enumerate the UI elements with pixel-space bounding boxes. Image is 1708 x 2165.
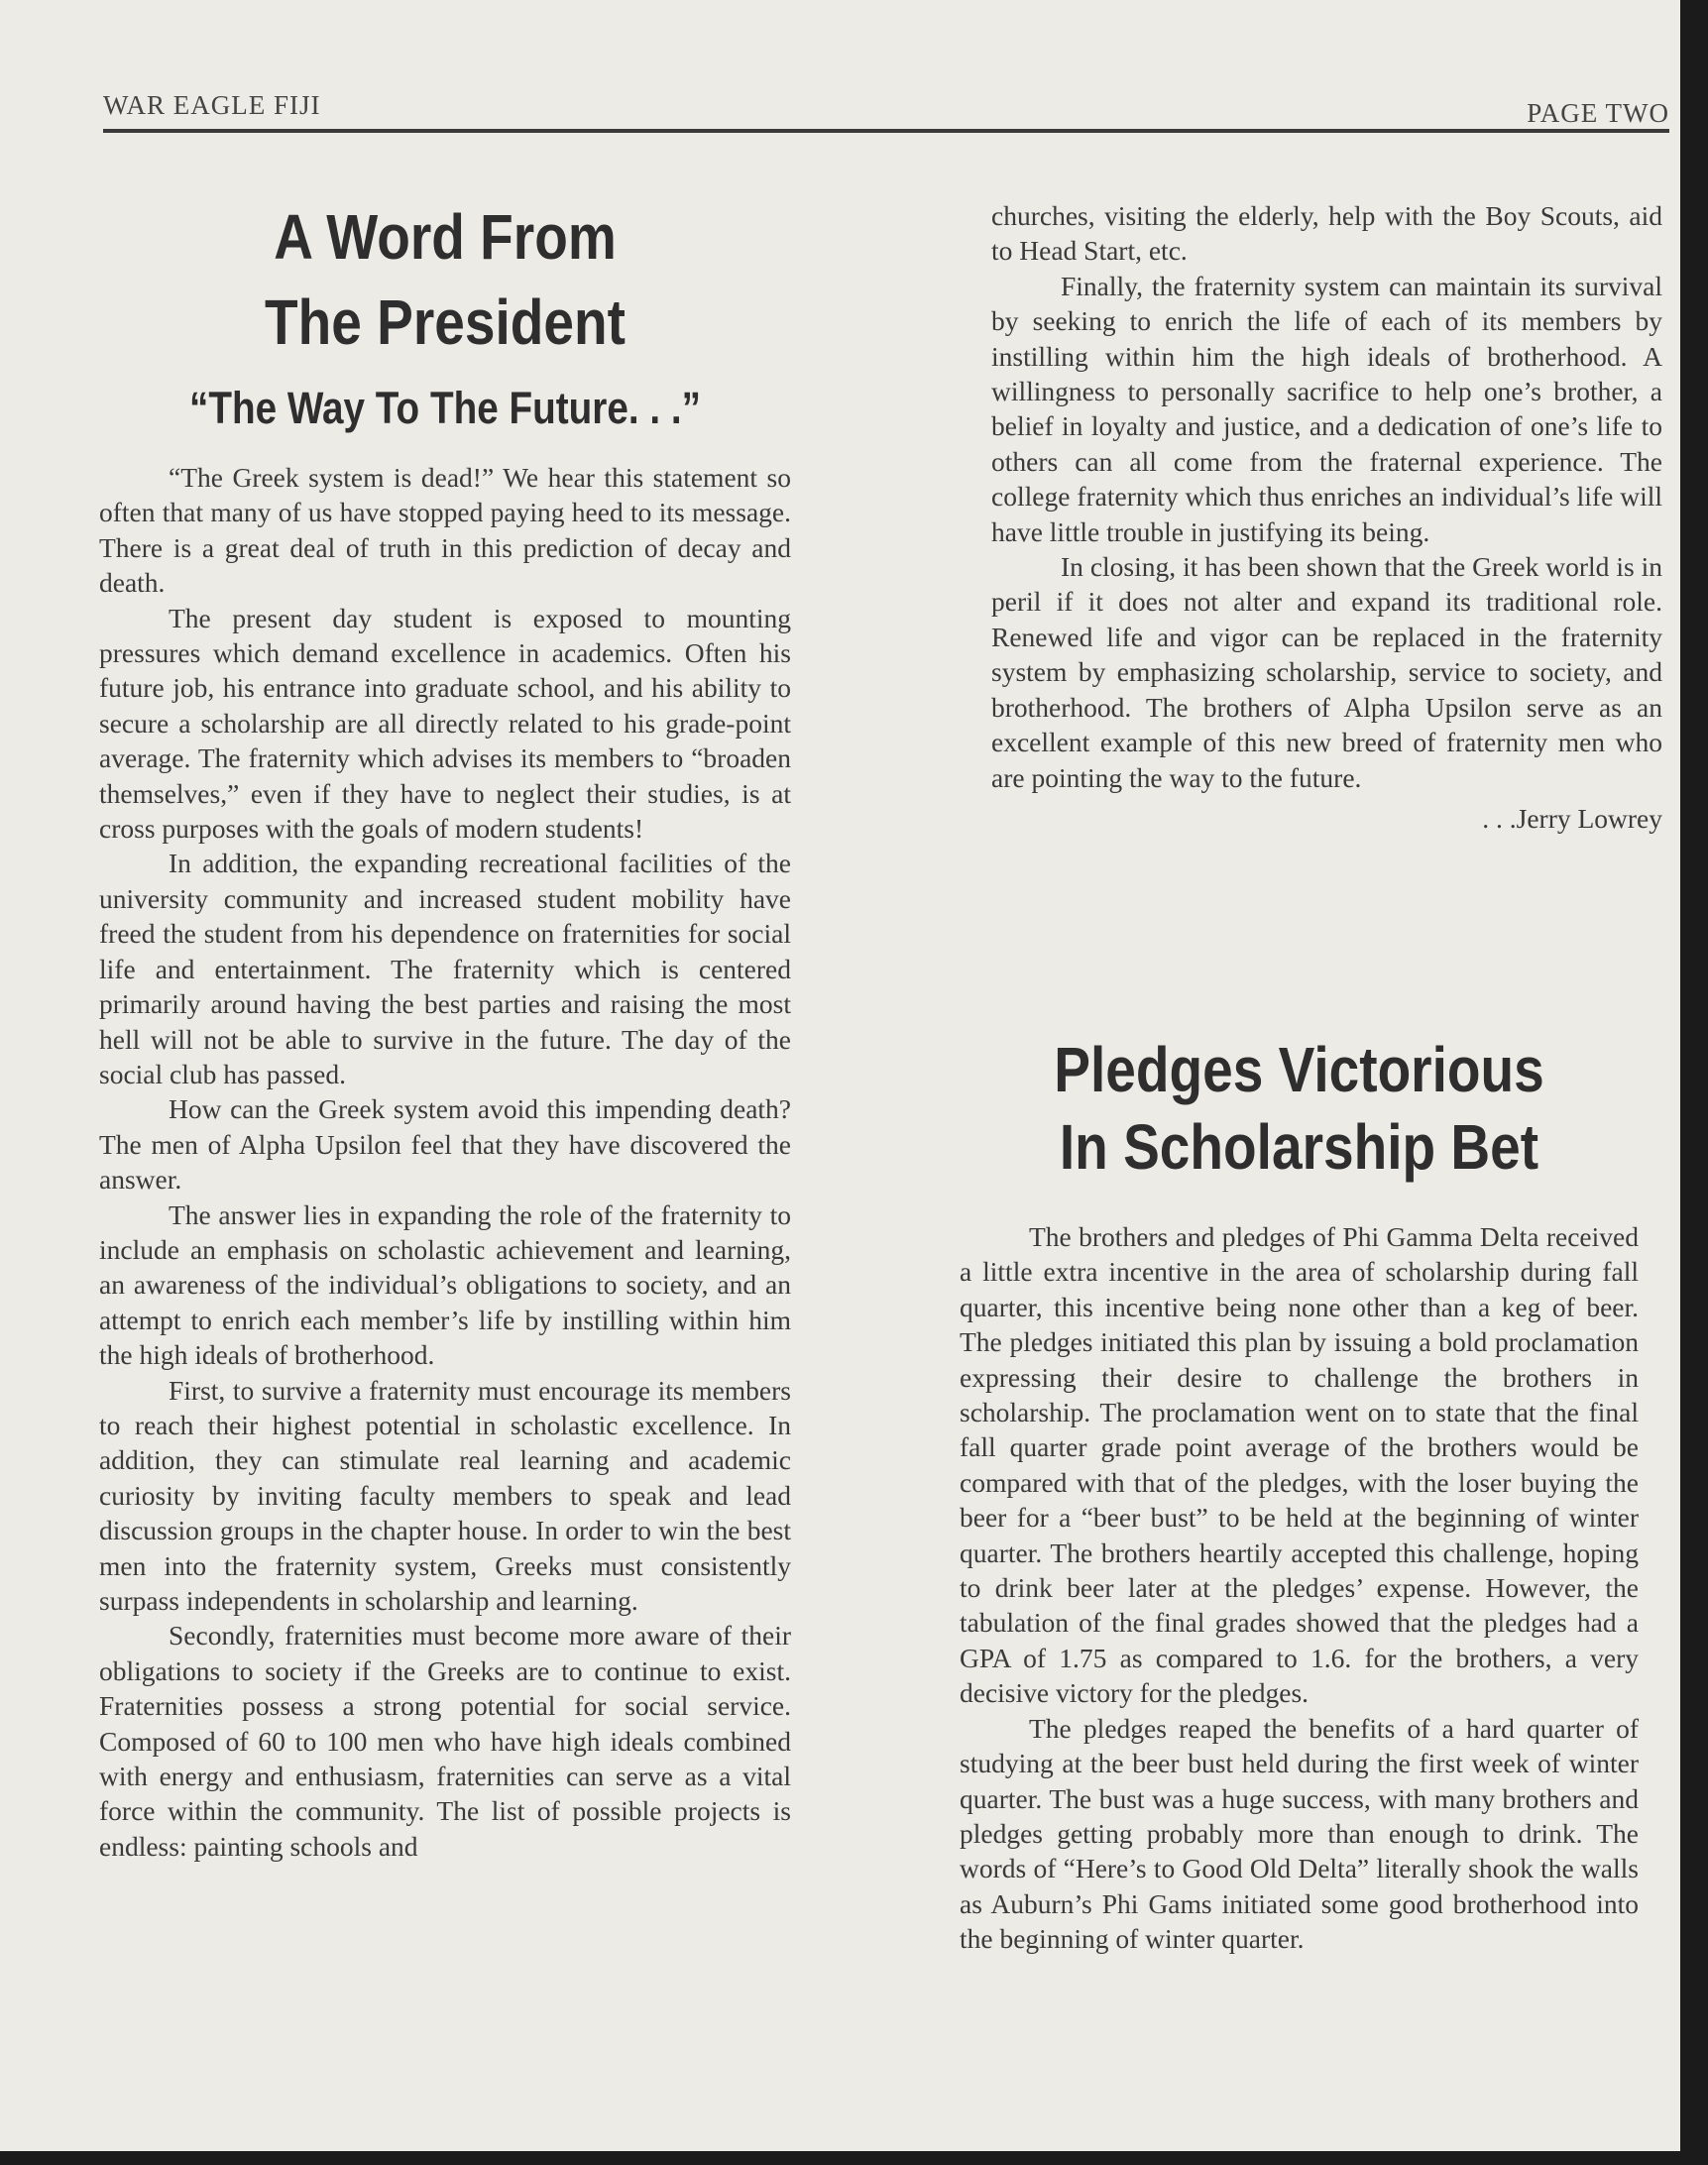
article-headline-line2: In Scholarship Bet [1059,1111,1539,1183]
article-paragraph: First, to survive a fraternity must encourage its members to reach their highest potential in scholastic excellence. In addition, they can stimulate real learning and academic curiosity by inviting faculty members to speak and lead discussion groups in the chapter house. In order to win the best men into the fraternity system, Greeks must consistently surpass independents in scholarship and learning. [99,1374,791,1616]
pledges-article [960,1031,1639,1957]
article-paragraph: In addition, the expanding recreational facilities of the university community and increased student mobility have freed the student from his dependence on fraternities for social life and entertainment. The fraternity which is centered primarily around having the best parties and raising the most hell will not be able to survive in the future. The day of the social club has passed. [99,848,791,1089]
article-paragraph: Finally, the fraternity system can maintain its survival by seeking to enrich the life of each of its members by instilling within him the high ideals of brotherhood. A willingness to personally sacrifice to help one’s brother, a belief in loyalty and justice, and a dedication of one’s life to others can all come from the fraternal experience. The college fraternity which thus enriches an individual’s life will have little trouble in justifying its being. [991,270,1662,547]
article-headline-line2: The President [265,286,626,358]
page-number: PAGE TWO [1527,98,1669,128]
president-article [99,198,791,1864]
article-subhead: “The Way To The Future. . .” [188,383,701,433]
article-headline-line1: Pledges Victorious [1054,1034,1544,1105]
article-paragraph-continued: churches, visiting the elderly, help with the Boy Scouts, aid to Head Start, etc. [991,200,1662,267]
article-paragraph: The answer lies in expanding the role of the fraternity to include an emphasis on scholastic achievement and learning, an awareness of the individual’s obligations to society, and an attempt to enrich each member’s life by instilling within him the high ideals of brotherhood. [99,1198,791,1371]
article-paragraph: In closing, it has been shown that the Greek world is in peril if it does not alter and expand its traditional role. Renewed life and vigor can be replaced in the fraternity system by emphasizing scholarship, service to society, and brotherhood. The brothers of Alpha Upsilon serve as an excellent example of this new breed of fraternity men who are pointing the way to the future. [991,551,1662,793]
article-paragraph: The pledges reaped the benefits of a hard quarter of studying at the beer bust held during the first week of winter quarter. The bust was a huge success, with many brothers and pledges getting probably more than enough to drink. The words of “Here’s to Good Old Delta” literally shook the walls as Auburn’s Phi Gams initiated some good brotherhood into the beginning of winter quarter. [960,1712,1639,1955]
author-signature: . . .Jerry Lowrey [1482,802,1662,834]
article-headline-line1: A Word From [274,201,617,273]
article-paragraph: The present day student is exposed to mounting pressures which demand excellence in academics. Often his future job, his entrance into graduate school, and his ability to secure a scholarship are all directly related to his grade-point average. The fraternity which advises its members to “broaden themselves,” even if they have to neglect their studies, is at cross purposes with the goals of modern students! [99,602,791,845]
article-paragraph: The brothers and pledges of Phi Gamma Delta received a little extra incentive in the area of scholarship during fall quarter, this incentive being none other than a keg of beer. The pledges initiated this plan by issuing a bold proclamation expressing their desire to challenge the brothers in scholarship. The proclamation went on to state that the final fall quarter grade point average of the brothers would be compared with that of the pledges, with the loser buying the beer for a “beer bust” to be held at the beginning of winter quarter. The brothers heartily accepted this challenge, hoping to drink beer later at the pledges’ expense. However, the tabulation of the final grades showed that the pledges had a GPA of 1.75 as compared to 1.6. for the brothers, a very decisive victory for the pledges. [960,1221,1639,1709]
president-article-continued [991,198,1662,839]
article-paragraph: “The Greek system is dead!” We hear this statement so often that many of us have stopped paying heed to its message. There is a great deal of truth in this prediction of decay and death. [99,462,791,599]
masthead [103,73,1669,133]
publication-title: WAR EAGLE FIJI [103,90,321,120]
article-paragraph: How can the Greek system avoid this impending death? The men of Alpha Upsilon feel that they have discovered the answer. [99,1093,791,1196]
article-paragraph: Secondly, fraternities must become more aware of their obligations to society if the Greeks are to continue to exist. Fraternities possess a strong potential for social service. Composed of 60 to 100 men who have high ideals combined with energy and enthusiasm, fraternities can serve as a vital force within the community. The list of possible projects is endless: painting schools and [99,1620,791,1862]
